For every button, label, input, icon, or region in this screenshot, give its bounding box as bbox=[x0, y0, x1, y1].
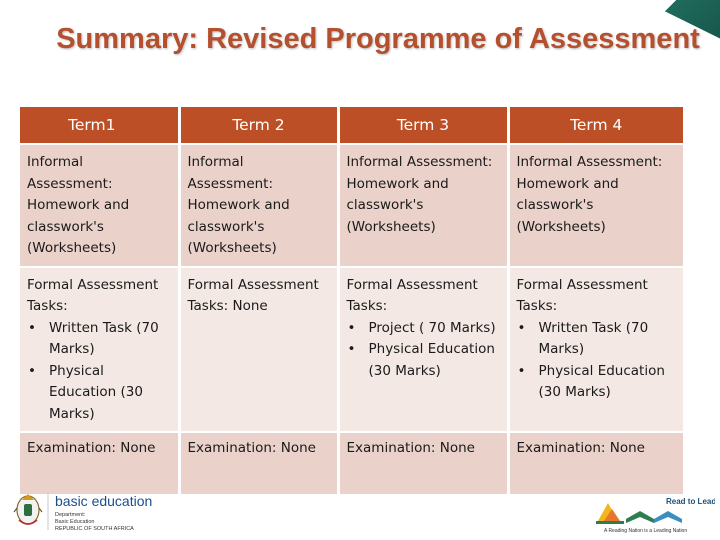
cell-heading: Formal Assessment Tasks: bbox=[27, 276, 159, 314]
cell-heading: Formal Assessment Tasks: None bbox=[187, 276, 319, 314]
coat-of-arms-icon bbox=[10, 486, 190, 536]
table-cell bbox=[179, 267, 338, 433]
column-header-term-3: Term 3 bbox=[338, 107, 508, 144]
assessment-table bbox=[20, 107, 683, 494]
table-cell: Informal Assessment: Homework and classwork's (Worksheets) bbox=[338, 144, 508, 267]
task-item: • Written Task (70 Marks) bbox=[517, 318, 678, 361]
task-item: • Physical Education (30 Marks) bbox=[347, 339, 501, 382]
table-cell bbox=[20, 267, 179, 433]
column-header-term-1: Term1 bbox=[20, 107, 179, 144]
examination-row bbox=[20, 432, 683, 494]
task-list bbox=[347, 318, 501, 383]
task-item: • Written Task (70 Marks) bbox=[27, 318, 172, 361]
table-cell bbox=[338, 267, 508, 433]
task-item: • Physical Education (30 Marks) bbox=[27, 361, 172, 426]
task-list bbox=[517, 318, 678, 404]
slide-title: Summary: Revised Programme of Assessment bbox=[56, 23, 700, 55]
table-cell: Informal Assessment: Homework and classwork's (Worksheets) bbox=[179, 144, 338, 267]
informal-assessment-row bbox=[20, 144, 683, 267]
table-cell: Informal Assessment: Homework and classwork's (Worksheets) bbox=[508, 144, 683, 267]
department-logo bbox=[10, 486, 190, 536]
table-cell bbox=[508, 267, 683, 433]
cell-heading: Formal Assessment Tasks: bbox=[346, 276, 478, 314]
task-item: • Project ( 70 Marks) bbox=[347, 318, 501, 340]
task-item: • Physical Education (30 Marks) bbox=[517, 361, 678, 404]
table-cell: Examination: None bbox=[20, 432, 179, 494]
svg-text:REPUBLIC OF SOUTH AFRICA: REPUBLIC OF SOUTH AFRICA bbox=[55, 526, 134, 532]
cell-heading: Formal Assessment Tasks: bbox=[516, 276, 648, 314]
svg-text:A Reading Nation is a Leading: A Reading Nation is a Leading Nation bbox=[604, 528, 688, 534]
column-header-term-2: Term 2 bbox=[179, 107, 338, 144]
svg-text:Department:: Department: bbox=[55, 512, 86, 518]
table-cell: Examination: None bbox=[338, 432, 508, 494]
formal-assessment-row bbox=[20, 267, 683, 433]
table-cell: Examination: None bbox=[508, 432, 683, 494]
read-to-lead-icon bbox=[590, 491, 715, 536]
department-wordmark: basic education bbox=[55, 493, 153, 509]
read-to-lead-logo bbox=[590, 491, 715, 536]
task-list bbox=[27, 318, 172, 426]
column-header-term-4: Term 4 bbox=[508, 107, 683, 144]
table-cell: Informal Assessment: Homework and classwork's (Worksheets) bbox=[20, 144, 179, 267]
svg-text:Read to Lead: Read to Lead bbox=[666, 497, 715, 506]
header-row bbox=[20, 107, 683, 144]
table-cell: Examination: None bbox=[179, 432, 338, 494]
svg-text:Basic Education: Basic Education bbox=[55, 519, 95, 525]
